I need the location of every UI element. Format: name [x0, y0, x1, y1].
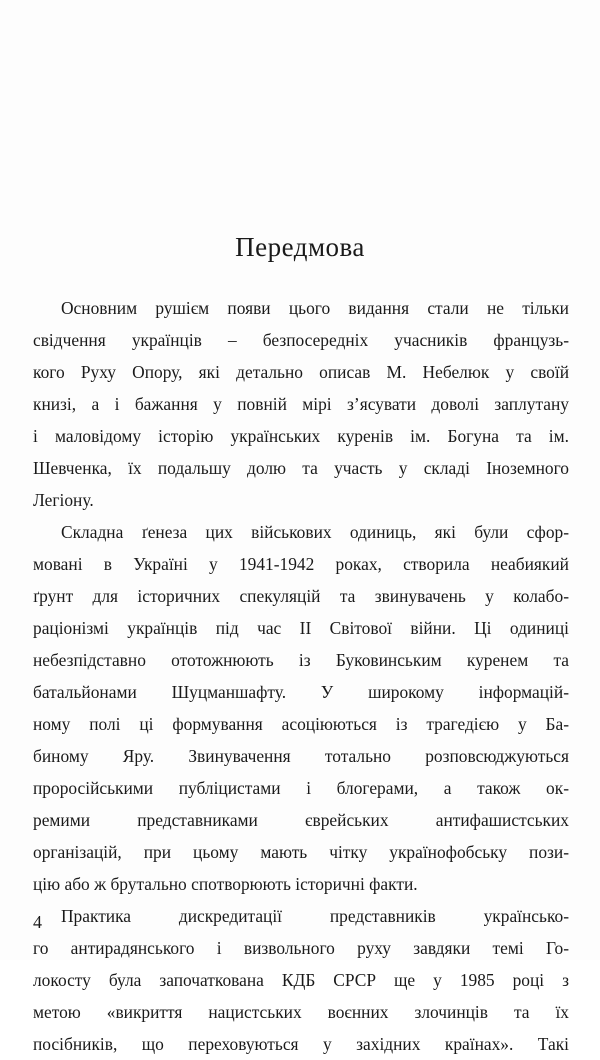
text-line: ґрунт для історичних спекуляцій та звинувачень у колабо-	[33, 586, 569, 606]
page-title: Передмова	[235, 232, 365, 262]
text-line: свідчення українців – безпосередніх учасників французь-	[33, 330, 569, 350]
text-line: і маловідому історію українських куренів ім. Богуна та ім.	[33, 426, 569, 446]
text-line: биному Яру. Звинувачення тотально розповсюджуються	[33, 746, 569, 766]
text-line: ремими представниками єврейських антифашистських	[33, 810, 569, 830]
text-line: ному полі ці формування асоціюються із трагедією у Ба-	[33, 714, 569, 734]
text-line: раціонізмі українців під час ІІ Світової війни. Ці одиниці	[33, 618, 569, 638]
text-line: небезпідставно ототожнюють із Буковинським куренем та	[33, 650, 569, 670]
text-line: проросійськими публіцистами і блогерами, а також ок-	[33, 778, 569, 798]
text-line: цію або ж брутально спотворюють історичні факти.	[33, 874, 418, 894]
text-line: кого Руху Опору, які детально описав М. Небелюк у своїй	[33, 362, 569, 382]
text-line: метою «викриття нацистських воєнних злочинців та їх	[33, 1002, 569, 1022]
text-line: організацій, при цьому мають чітку українофобську пози-	[33, 842, 569, 862]
text-line: посібників, що переховуються у західних країнах». Такі	[33, 1034, 569, 1054]
body-text	[33, 292, 569, 1060]
text-line: Складна ґенеза цих військових одиниць, які були сфор-	[61, 522, 569, 542]
text-line: Легіону.	[33, 490, 94, 510]
page-number: 4	[33, 912, 42, 932]
text-line: мовані в Україні у 1941-1942 роках, створила неабиякий	[33, 554, 569, 574]
text-line: Основним рушієм появи цього видання стали не тільки	[61, 298, 569, 318]
text-line: книзі, а і бажання у повній мірі з’ясувати доволі заплутану	[33, 394, 569, 414]
text-line: го антирадянського і визвольного руху завдяки темі Го-	[33, 938, 569, 958]
text-line: батальйонами Шуцманшафту. У широкому інформацій-	[33, 682, 569, 702]
text-line: Практика дискредитації представників українсько-	[61, 906, 569, 926]
text-line: Шевченка, їх подальшу долю та участь у складі Іноземного	[33, 458, 569, 478]
text-line: локосту була започаткована КДБ СРСР ще у 1985 році з	[33, 970, 569, 990]
